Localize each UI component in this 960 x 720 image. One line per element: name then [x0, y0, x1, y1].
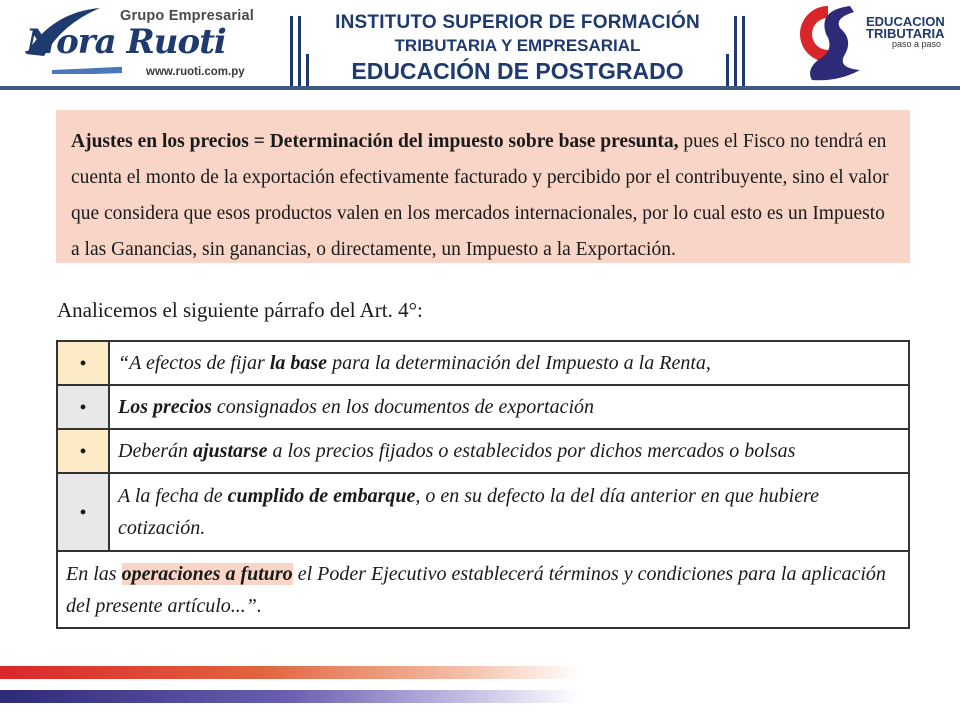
intro-body-text: pues el Fisco no tendrá en cuenta el monto de la exportación efectivamente facturado y percibido por el contribuyente, sino el valor que considera que esos productos valen en los mercados internacionales, por lo cual esto es un Impuesto a las Ganancias, sin ganancias, o directamente, un Impuesto a la Exportación.: [71, 131, 889, 260]
table-row: [57, 551, 909, 628]
logo-line-2: TRIBUTARIA: [866, 26, 945, 41]
logo-line-1: EDUCACION: [866, 14, 945, 29]
intro-box: [56, 110, 910, 263]
text-run: consignados en los documentos de exportación: [211, 396, 595, 418]
text-run: “A efectos de fijar: [118, 352, 270, 374]
table-row: [57, 385, 909, 429]
slide-header: [0, 0, 960, 92]
url-text: www.ruoti.com.py: [146, 66, 245, 78]
logo-tagline: paso a paso: [892, 39, 942, 49]
table-row: [57, 473, 909, 551]
table-row: [57, 429, 909, 473]
institute-line-2: TRIBUTARIA Y EMPRESARIAL: [394, 36, 641, 55]
row-text: [109, 473, 909, 551]
bullet-cell: •: [57, 429, 109, 473]
group-text: Grupo Empresarial: [120, 8, 254, 24]
intro-paragraph: [71, 124, 896, 268]
row-text: [57, 551, 909, 628]
text-run: el Poder Ejecutivo establecerá términos y condiciones para la aplicación del presente artículo...”.: [66, 562, 886, 617]
section-heading: Analicemos el siguiente párrafo del Art. 4°:: [57, 298, 423, 322]
text-run: para la determinación del Impuesto a la Renta,: [327, 352, 711, 374]
emphasis-text: la base: [269, 352, 328, 374]
institute-title-block: [290, 4, 745, 86]
intro-bold-text: Ajustes en los precios = Determinación del impuesto sobre base presunta,: [71, 131, 679, 152]
footer-stripe-blue: [0, 690, 580, 703]
emphasis-text: Los precios: [118, 396, 212, 418]
nora-ruoti-logo: [22, 4, 272, 82]
text-run: a los precios fijados o establecidos por dichos mercados o bolsas: [267, 440, 796, 462]
emphasis-text: ajustarse: [192, 440, 268, 462]
educacion-tributaria-logo: [788, 0, 948, 86]
row-text: [109, 385, 909, 429]
text-run: , o en su defecto la del día anterior en que hubiere cotización.: [118, 485, 819, 539]
text-run: A la fecha de: [118, 485, 228, 507]
bullet-cell: •: [57, 385, 109, 429]
cs-logo-icon: [788, 0, 868, 86]
row-text: [109, 429, 909, 473]
text-run: Deberán: [118, 440, 193, 462]
emphasis-text: cumplido de embarque: [227, 485, 416, 507]
row-text: [109, 341, 909, 385]
text-run: En las: [66, 562, 122, 585]
brand-text: Nora Ruoti: [26, 22, 226, 62]
bullet-cell: •: [57, 341, 109, 385]
table-row: [57, 341, 909, 385]
bullet-cell: •: [57, 473, 109, 551]
article-quote-table: [56, 340, 910, 629]
highlighted-text: operaciones a futuro: [121, 562, 293, 585]
institute-line-3: EDUCACIÓN DE POSTGRADO: [351, 58, 684, 84]
institute-line-1: INSTITUTO SUPERIOR DE FORMACIÓN: [335, 12, 700, 33]
header-divider: [0, 86, 960, 90]
footer-stripe-red: [0, 666, 580, 679]
